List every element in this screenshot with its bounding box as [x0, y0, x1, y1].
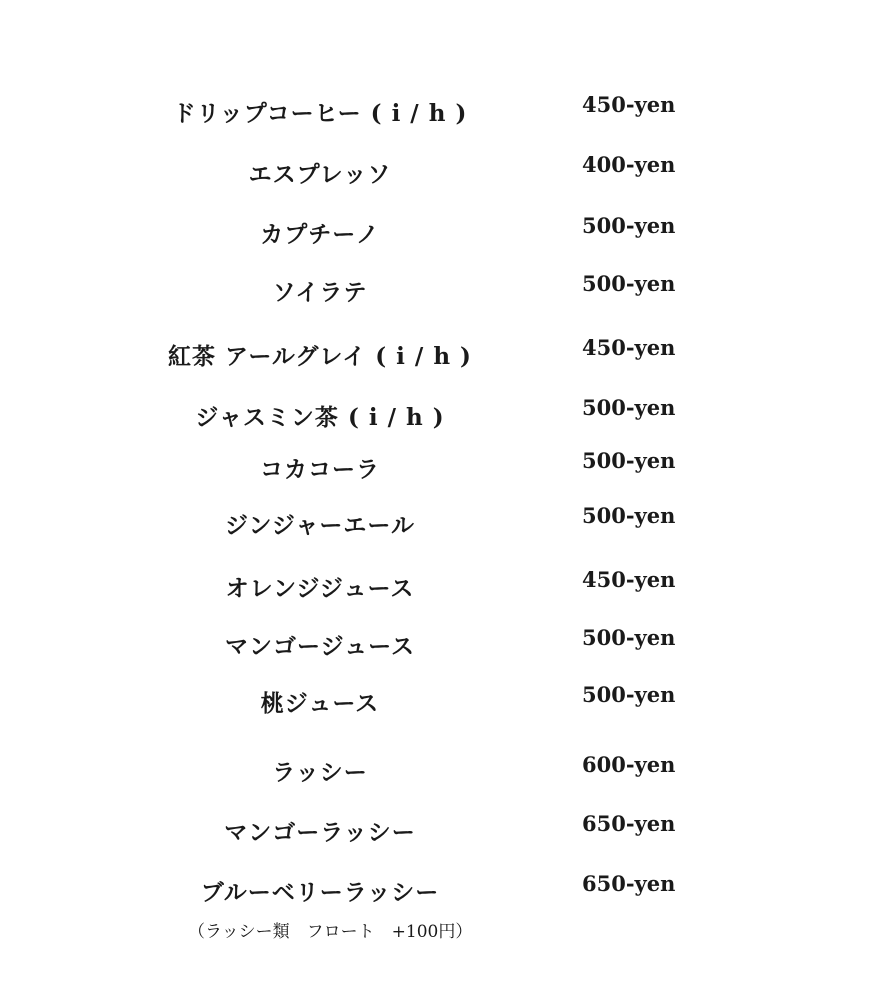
menu-item	[0, 752, 889, 786]
menu-item-price: 500-yen	[582, 503, 676, 528]
menu-item-name: ソイラテ	[272, 279, 368, 306]
menu-item-name: ドリップコーヒー ( i / h )	[172, 100, 468, 127]
menu-item	[0, 811, 889, 845]
menu-item	[0, 213, 889, 247]
menu-item-price: 500-yen	[582, 682, 676, 707]
menu-item-name: ラッシー	[272, 759, 368, 786]
menu-item	[0, 871, 889, 905]
menu-item-price: 650-yen	[582, 871, 676, 896]
menu-item-price: 500-yen	[582, 448, 676, 473]
menu-item-name: マンゴーラッシー	[224, 819, 416, 846]
menu-item-name: ジャスミン茶 ( i / h )	[195, 404, 445, 431]
menu-item	[0, 152, 889, 186]
menu-item-name: カプチーノ	[260, 221, 380, 248]
menu-item-name: 桃ジュース	[260, 690, 380, 717]
menu-item-name: ジンジャーエール	[225, 512, 415, 539]
menu-item	[0, 92, 889, 126]
menu-item	[0, 625, 889, 659]
menu-item-price: 400-yen	[582, 152, 676, 177]
menu-item-name: ブルーベリーラッシー	[200, 879, 440, 906]
menu-item-price: 500-yen	[582, 395, 676, 420]
menu-item-price: 450-yen	[582, 335, 676, 360]
menu-item	[0, 503, 889, 537]
menu-item	[0, 448, 889, 482]
menu-item	[0, 682, 889, 716]
menu-item	[0, 567, 889, 601]
menu-item-price: 500-yen	[582, 271, 676, 296]
menu-item	[0, 271, 889, 305]
menu-item-name: 紅茶 アールグレイ ( i / h )	[168, 343, 472, 370]
menu-item-price: 600-yen	[582, 752, 676, 777]
menu-item-name: オレンジジュース	[225, 575, 415, 602]
menu-item-name: マンゴージュース	[225, 633, 415, 660]
menu-item-price: 500-yen	[582, 625, 676, 650]
menu-item-name: コカコーラ	[260, 456, 380, 483]
menu-item-price: 650-yen	[582, 811, 676, 836]
menu-item-name: エスプレッソ	[248, 161, 392, 188]
menu-item-price: 450-yen	[582, 92, 676, 117]
menu-item	[0, 395, 889, 429]
menu-item-price: 450-yen	[582, 567, 676, 592]
menu-item	[0, 335, 889, 369]
lassi-float-note: （ラッシー類 フロート +100円）	[188, 922, 473, 942]
menu-item-price: 500-yen	[582, 213, 676, 238]
